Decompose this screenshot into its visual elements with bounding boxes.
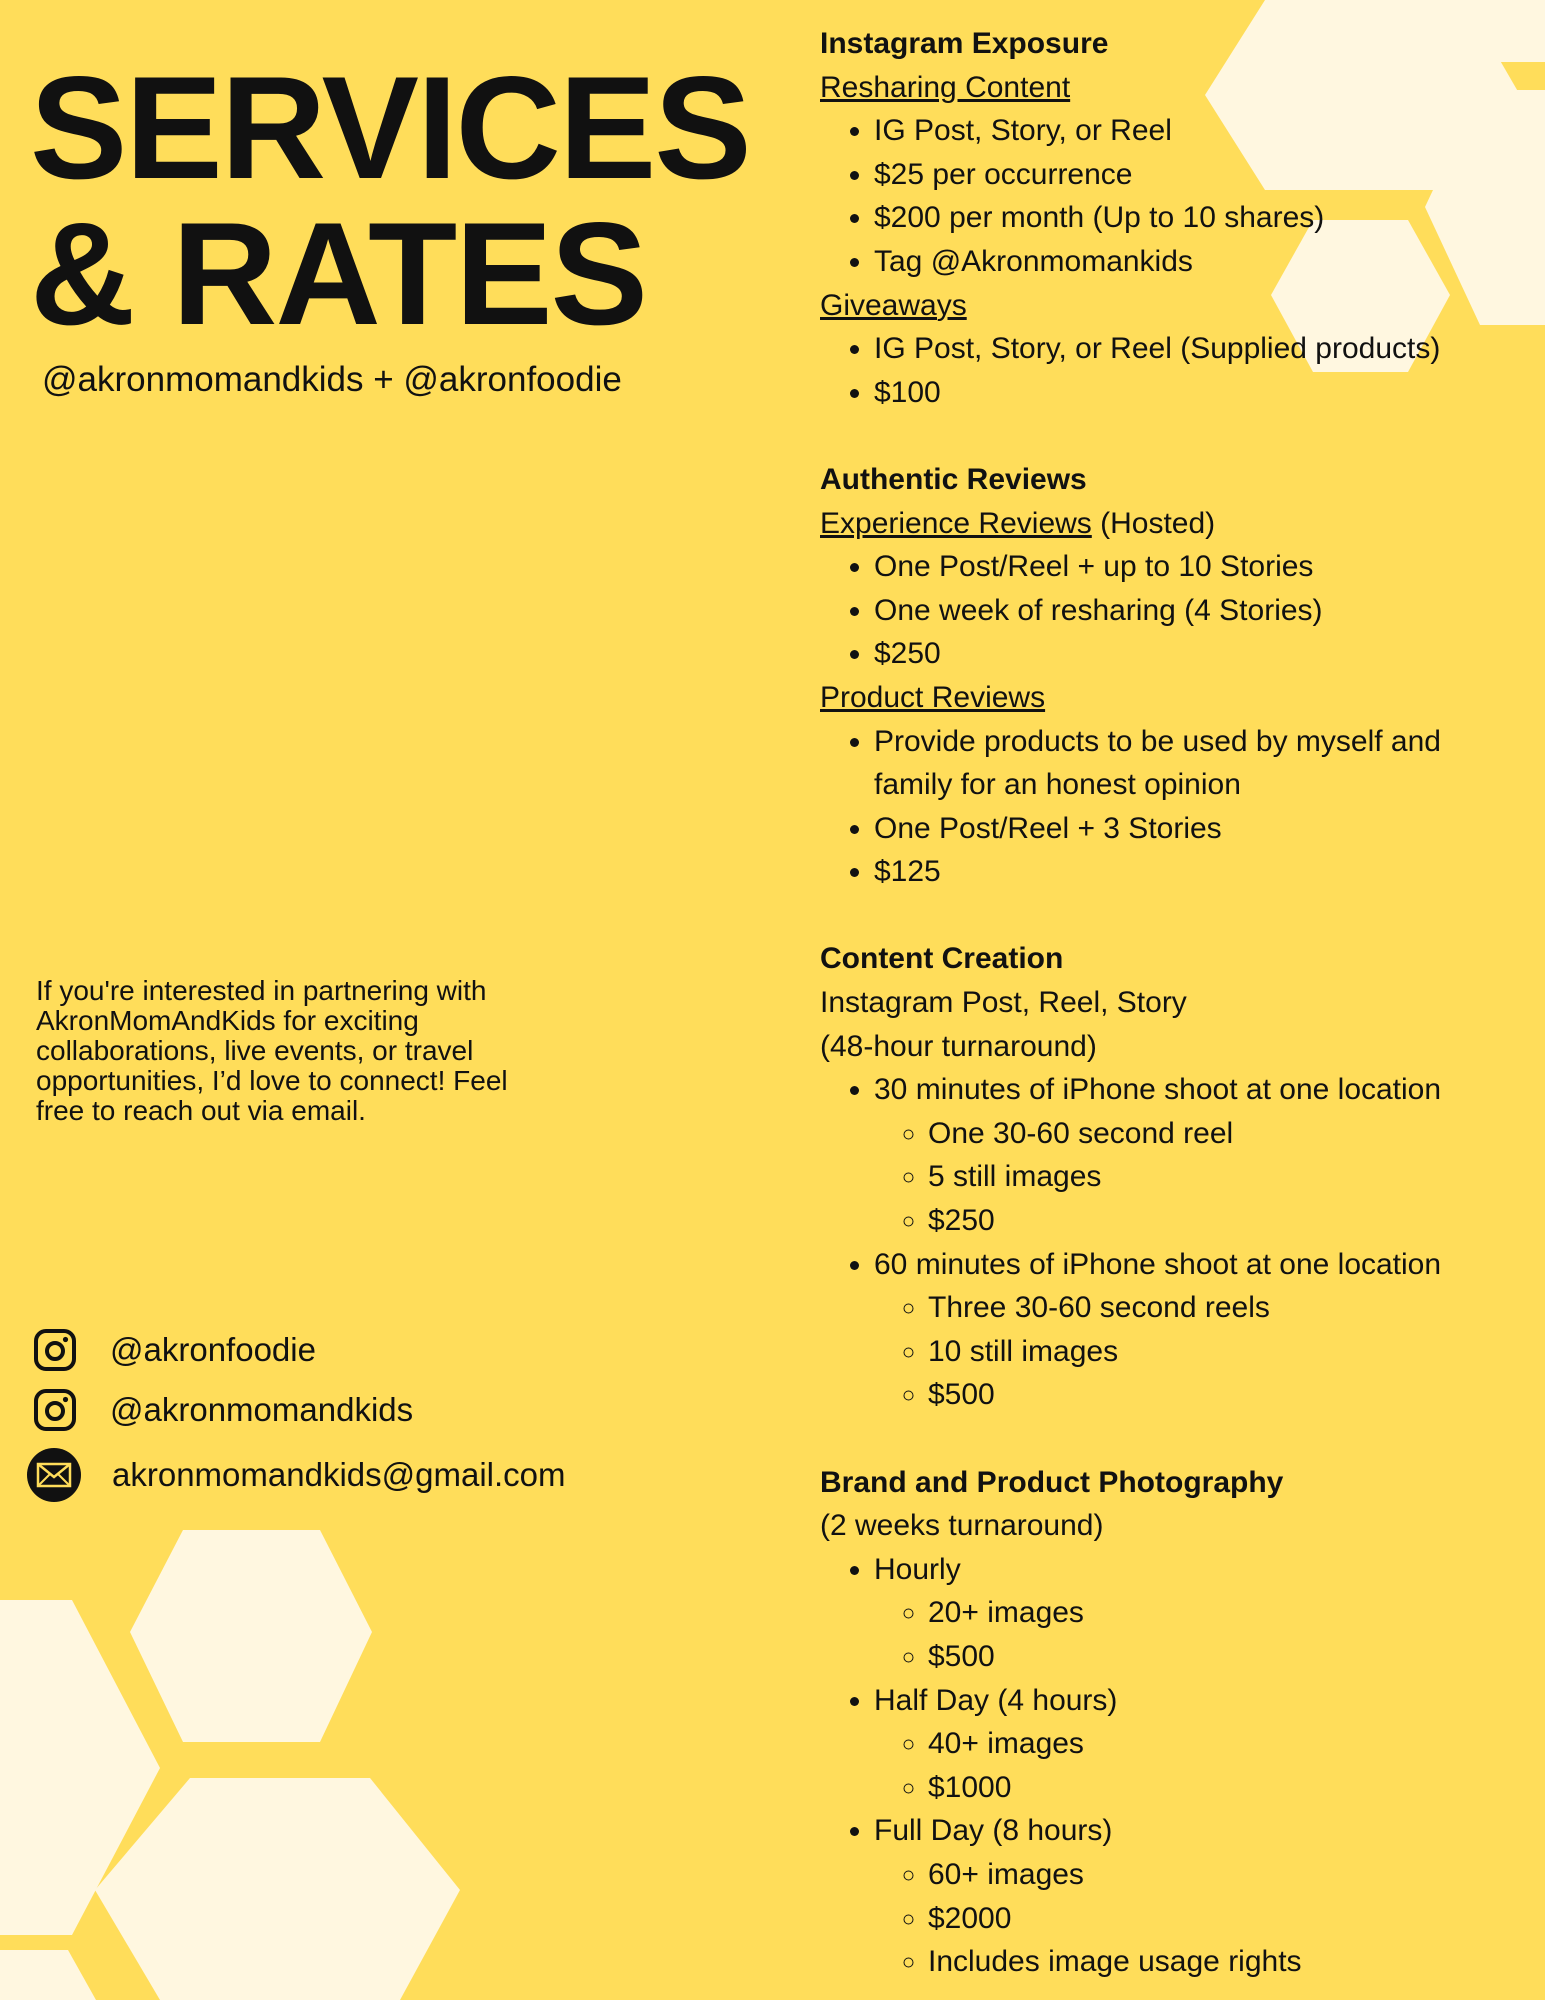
package-details [874,1853,1520,1984]
list-item: ◦ 5 still images [928,1155,1520,1199]
list-item [874,1809,1520,1983]
list-item: ◦ One 30-60 second reel [928,1112,1520,1156]
contact-label: @akronmomandkids [110,1391,414,1428]
package-label: Full Day (8 hours) [874,1814,1113,1848]
list-item: ◦ $500 [928,1635,1520,1679]
photography-turnaround: (2 weeks turnaround) [820,1509,1104,1543]
subsection-resharing: Resharing Content [820,70,1071,104]
list-item: • IG Post, Story, or Reel (Supplied products) [874,327,1520,371]
hexagon-shape [0,1950,96,2000]
subsection-product: Product Reviews [820,680,1046,714]
list-item: • One Post/Reel + up to 10 Stories [874,545,1520,589]
experience-list [820,545,1520,676]
package-details [874,1591,1520,1678]
list-item: • One week of resharing (4 Stories) [874,589,1520,633]
list-item: ◦ $500 [928,1373,1520,1417]
section-title-content: Content Creation [820,942,1064,976]
instagram-icon [30,1325,80,1375]
page-title [30,46,750,355]
list-item: ◦ $1000 [928,1766,1520,1810]
list-item: ◦ 20+ images [928,1591,1520,1635]
contact-akronmomandkids[interactable] [30,1385,413,1435]
list-item: • $125 [874,850,1520,894]
instagram-icon [30,1385,80,1435]
content-turnaround: (48-hour turnaround) [820,1029,1097,1063]
content-packages [820,1068,1520,1417]
photography-packages [820,1548,1520,1984]
section-title-photography: Brand and Product Photography [820,1465,1284,1499]
list-item: ◦ $2000 [928,1897,1520,1941]
list-item: • IG Post, Story, or Reel [874,109,1520,153]
contact-akronfoodie[interactable] [30,1325,316,1375]
section-title-reviews: Authentic Reviews [820,462,1087,496]
list-item: ◦ 60+ images [928,1853,1520,1897]
list-item [874,1243,1520,1417]
list-item: ◦ Includes image usage rights [928,1940,1520,1984]
contact-label: @akronfoodie [110,1331,316,1368]
list-item: • One Post/Reel + 3 Stories [874,807,1520,851]
list-item: ◦ 40+ images [928,1722,1520,1766]
list-item [874,1548,1520,1679]
content-description: Instagram Post, Reel, Story [820,986,1187,1020]
social-handles: @akronmomandkids + @akronfoodie [42,360,622,399]
subsection-experience [820,502,1520,546]
list-item [874,1068,1520,1242]
list-item: • $200 per month (Up to 10 shares) [874,196,1520,240]
package-details [874,1722,1520,1809]
rates-column [820,22,1520,1984]
contact-email[interactable] [26,1447,566,1503]
subsection-giveaways: Giveaways [820,288,967,322]
hexagon-shape [95,1778,460,2000]
resharing-list [820,109,1520,283]
package-label: Hourly [874,1552,961,1586]
email-icon [26,1447,82,1503]
contact-label: akronmomandkids@gmail.com [112,1456,566,1493]
list-item: • $100 [874,371,1520,415]
package-label: 60 minutes of iPhone shoot at one location [874,1247,1442,1281]
title-line-2: & RATES [30,192,646,355]
list-item: • Provide products to be used by myself and family for an honest opinion [874,720,1520,807]
section-title-instagram: Instagram Exposure [820,27,1109,60]
list-item: • $250 [874,632,1520,676]
list-item [874,1679,1520,1810]
list-item: ◦ 10 still images [928,1330,1520,1374]
intro-text: If you're interested in partnering with AkronMomAndKids for exciting collaborations, live events, or travel opportunities, I’d love to connect! Feel free to reach out via email. [36,975,508,1126]
package-details [874,1112,1520,1243]
hexagon-shape [130,1530,372,1742]
subsection-experience-label: Experience Reviews [820,506,1092,540]
package-label: Half Day (4 hours) [874,1683,1118,1717]
list-item: ◦ Three 30-60 second reels [928,1286,1520,1330]
giveaways-list [820,327,1520,414]
package-details [874,1286,1520,1417]
list-item: • $25 per occurrence [874,153,1520,197]
list-item: ◦ $250 [928,1199,1520,1243]
list-item: • Tag @Akronmomankids [874,240,1520,284]
package-label: 30 minutes of iPhone shoot at one location [874,1073,1442,1107]
title-line-1: SERVICES [30,46,750,209]
subsection-experience-suffix: (Hosted) [1091,506,1216,540]
product-list [820,720,1520,894]
